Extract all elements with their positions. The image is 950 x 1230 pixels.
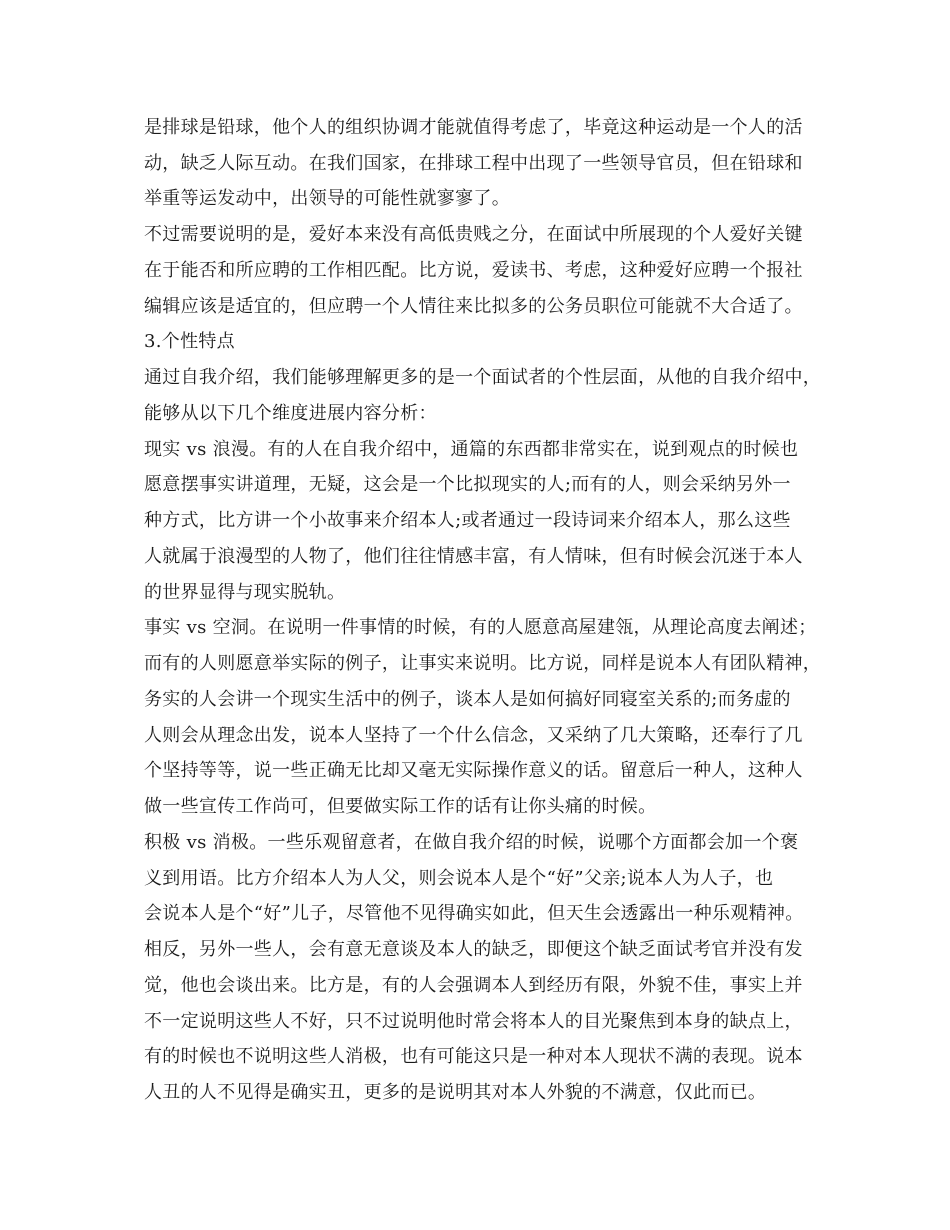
text-line: 做一些宣传工作尚可，但要做实际工作的话有让你头痛的时候。 (144, 796, 657, 817)
text-line: 务实的人会讲一个现实生活中的例子，谈本人是如何搞好同寝室关系的;而务虚的 (144, 689, 791, 710)
text-line: 举重等运发动中，出领导的可能性就寥寥了。 (144, 188, 510, 209)
text-line: 能够从以下几个维度进展内容分析： (144, 403, 437, 424)
text-line: 相反，另外一些人，会有意无意谈及本人的缺乏，即便这个缺乏面试考官并没有发 (144, 939, 803, 960)
text-line: 觉，他也会谈出来。比方是，有的人会强调本人到经历有限，外貌不佳，事实上并 (144, 975, 803, 996)
text-line: 在于能否和所应聘的工作相匹配。比方说，爱读书、考虑，这种爱好应聘一个报社 (144, 260, 803, 281)
text-line: 积极 vs 消极。一些乐观留意者，在做自我介绍的时候，说哪个方面都会加一个褒 (144, 832, 799, 853)
text-line: 现实 vs 浪漫。有的人在自我介绍中，通篇的东西都非常实在，说到观点的时候也 (144, 439, 799, 460)
text-line: 种方式，比方讲一个小故事来介绍本人;或者通过一段诗词来介绍本人，那么这些 (144, 510, 791, 531)
text-line: 愿意摆事实讲道理，无疑，这会是一个比拟现实的人;而有的人，则会采纳另外一 (144, 474, 791, 495)
text-line: 个坚持等等，说一些正确无比却又毫无实际操作意义的话。留意后一种人，这种人 (144, 760, 803, 781)
text-line: 动，缺乏人际互动。在我们国家，在排球工程中出现了一些领导官员，但在铅球和 (144, 153, 803, 174)
text-line: 人则会从理念出发，说本人坚持了一个什么信念，又采纳了几大策略，还奉行了几 (144, 725, 803, 746)
text-line: 人就属于浪漫型的人物了，他们往往情感丰富，有人情味，但有时候会沉迷于本人 (144, 546, 803, 567)
text-line: 人丑的人不见得是确实丑，更多的是说明其对本人外貌的不满意，仅此而已。 (144, 1082, 767, 1103)
text-line: 不过需要说明的是，爱好本来没有高低贵贱之分，在面试中所展现的个人爱好关键 (144, 224, 803, 245)
text-line: 编辑应该是适宜的，但应聘一个人情往来比拟多的公务员职位可能就不大合适了。 (144, 296, 803, 317)
text-line: 的世界显得与现实脱轨。 (144, 582, 346, 603)
text-line: 不一定说明这些人不好，只不过说明他时常会将本人的目光聚焦到本身的缺点上， (144, 1011, 803, 1032)
text-line: 有的时候也不说明这些人消极，也有可能这只是一种对本人现状不满的表现。说本 (144, 1046, 803, 1067)
text-line: 会说本人是个“好”儿子，尽管他不见得确实如此，但天生会透露出一种乐观精神。 (144, 903, 804, 924)
text-line: 事实 vs 空洞。在说明一件事情的时候，有的人愿意高屋建瓴，从理论高度去阐述； (144, 617, 817, 638)
text-line: 通过自我介绍，我们能够理解更多的是一个面试者的个性层面，从他的自我介绍中， (144, 367, 822, 388)
section-heading: 3.个性特点 (144, 331, 235, 352)
text-line: 而有的人则愿意举实际的例子，让事实来说明。比方说，同样是说本人有团队精神， (144, 653, 822, 674)
text-line: 义到用语。比方介绍本人为人父，则会说本人是个“好”父亲;说本人为人子，也 (144, 868, 774, 889)
text-line: 是排球是铅球，他个人的组织协调才能就值得考虑了，毕竟这种运动是一个人的活 (144, 117, 803, 138)
